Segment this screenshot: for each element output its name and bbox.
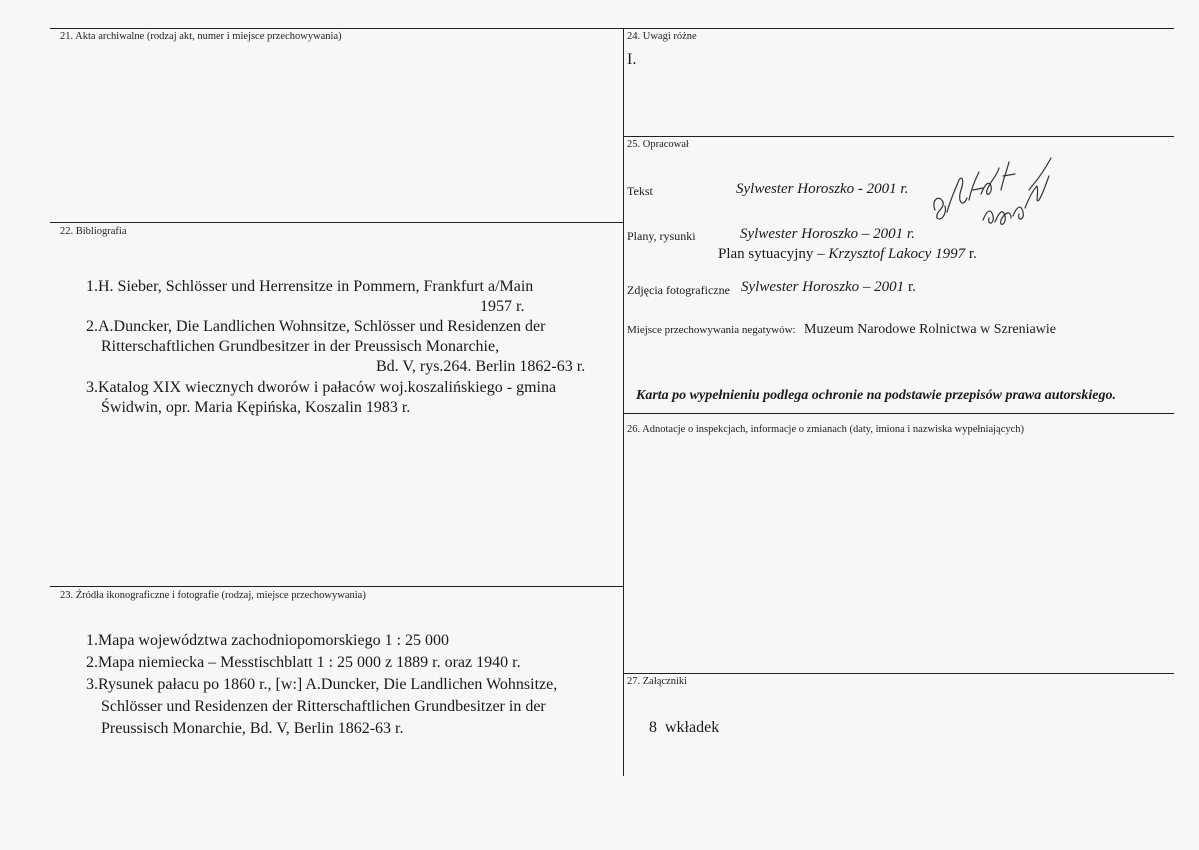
column-divider	[623, 28, 624, 776]
top-border	[50, 28, 1174, 29]
negatives-location-label: Miejsce przechowywania negatywów:	[627, 324, 796, 336]
site-plan-prefix: Plan sytuacyjny –	[718, 246, 825, 262]
section-23-label: 23. Źródła ikonograficzne i fotografie (rodzaj, miejsce przechowywania)	[60, 590, 366, 601]
divider-25-26	[623, 413, 1174, 414]
divider-24-25	[623, 136, 1174, 137]
bibliography-item-3: 3.Katalog XIX wiecznych dworów i pałaców woj.koszalińskiego - gmina	[86, 379, 557, 396]
bibliography-item-2-line3: Bd. V, rys.264. Berlin 1862-63 r.	[376, 358, 586, 375]
photos-author-line	[741, 277, 916, 297]
negatives-location-value: Muzeum Narodowe Rolnictwa w Szreniawie	[804, 322, 1056, 337]
bibliography-item-2-line2: Ritterschaftlichen Grundbesitzer in der Preussisch Monarchie,	[101, 338, 500, 355]
bibliography-item-2: 2.A.Duncker, Die Landlichen Wohnsitze, Schlösser und Residenzen der	[86, 318, 546, 335]
text-author-label: Tekst	[627, 184, 653, 198]
divider-26-27	[623, 673, 1174, 674]
source-item-1: 1.Mapa województwa zachodniopomorskiego 1 : 25 000	[86, 632, 450, 649]
source-item-2: 2.Mapa niemiecka – Messtischblatt 1 : 25 000 z 1889 r. oraz 1940 r.	[86, 654, 521, 671]
section-27-label: 27. Załączniki	[627, 676, 688, 687]
bibliography-item-1-year: 1957 r.	[480, 298, 525, 315]
site-plan-line	[718, 244, 977, 264]
source-item-3-line3: Preussisch Monarchie, Bd. V, Berlin 1862-63 r.	[101, 720, 404, 737]
section-25-label: 25. Opracował	[627, 139, 689, 150]
attachments-value: 8 wkładek	[649, 719, 720, 736]
text-author-value: Sylwester Horoszko - 2001 r.	[736, 181, 909, 197]
remarks-value: I.	[627, 51, 637, 68]
source-item-3-line2: Schlösser und Residenzen der Ritterschaftlichen Grundbesitzer in der	[101, 698, 546, 715]
divider-22-23	[50, 586, 623, 587]
section-26-label: 26. Adnotacje o inspekcjach, informacje o zmianach (daty, imiona i nazwiska wypełniających)	[627, 424, 1025, 435]
section-24-label: 24. Uwagi różne	[627, 31, 697, 42]
photos-author-value: Sylwester Horoszko – 2001	[741, 279, 905, 295]
section-22-label: 22. Bibliografia	[60, 226, 127, 237]
section-21-label: 21. Akta archiwalne (rodzaj akt, numer i miejsce przechowywania)	[60, 31, 342, 42]
photos-author-suffix: r.	[907, 279, 916, 295]
plans-author-label: Plany, rysunki	[627, 229, 696, 243]
photos-author-label: Zdjęcia fotograficzne	[627, 283, 730, 297]
source-item-3: 3.Rysunek pałacu po 1860 r., [w:] A.Duncker, Die Landlichen Wohnsitze,	[86, 676, 558, 693]
signature	[925, 150, 1065, 245]
copyright-notice: Karta po wypełnieniu podlega ochronie na podstawie przepisów prawa autorskiego.	[636, 388, 1116, 403]
bibliography-item-3-line2: Świdwin, opr. Maria Kępińska, Koszalin 1983 r.	[101, 399, 411, 416]
site-plan-suffix: r.	[968, 246, 977, 262]
site-plan-value: Krzysztof Lakocy 1997	[828, 246, 966, 262]
divider-21-22	[50, 222, 623, 223]
plans-author-value: Sylwester Horoszko – 2001 r.	[740, 226, 915, 242]
bibliography-item-1: 1.H. Sieber, Schlösser und Herrensitze in Pommern, Frankfurt a/Main	[86, 278, 534, 295]
